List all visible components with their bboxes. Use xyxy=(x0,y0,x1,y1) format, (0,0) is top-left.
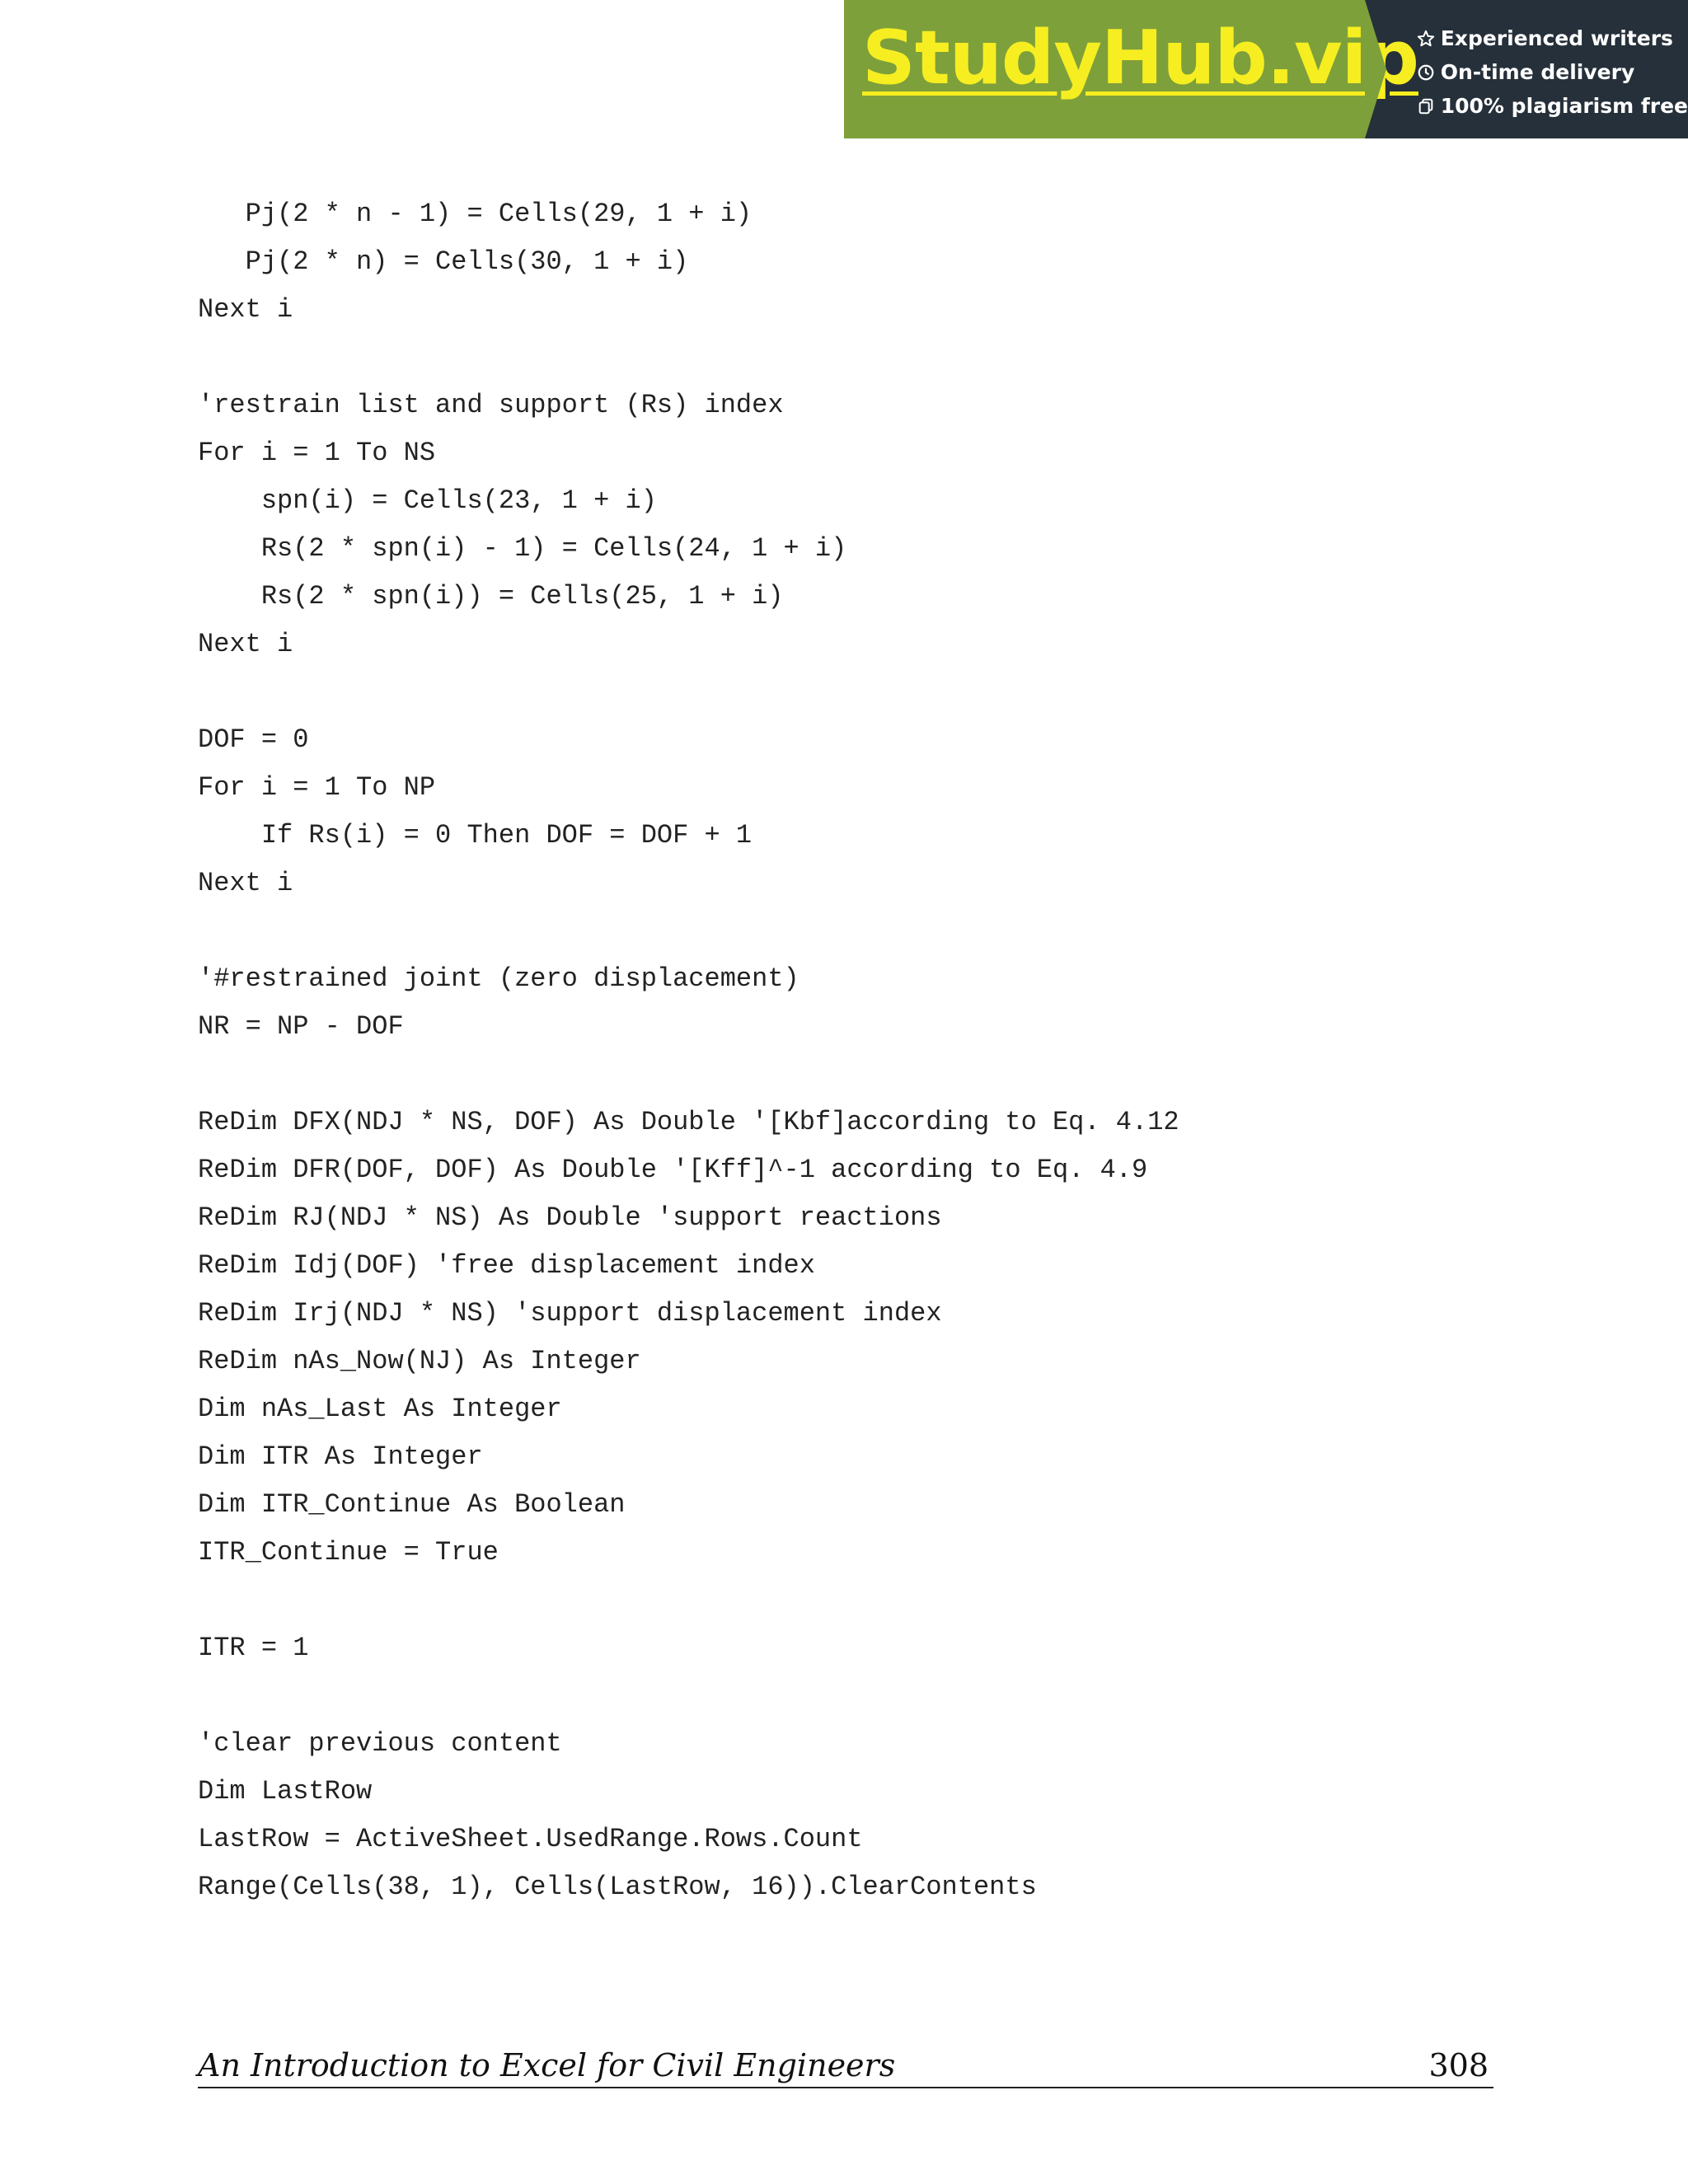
code-line: '#restrained joint (zero displacement) xyxy=(198,963,799,994)
code-line: Pj(2 * n) = Cells(30, 1 + i) xyxy=(198,246,689,277)
feature-label: On-time delivery xyxy=(1440,60,1635,84)
code-line: ITR_Continue = True xyxy=(198,1537,499,1568)
code-line: ReDim DFX(NDJ * NS, DOF) As Double '[Kbf]according to Eq. 4.12 xyxy=(198,1107,1179,1137)
feature-item-plagiarism xyxy=(1414,89,1688,123)
code-line: spn(i) = Cells(23, 1 + i) xyxy=(198,485,657,516)
code-line: Range(Cells(38, 1), Cells(LastRow, 16)).ClearContents xyxy=(198,1872,1037,1902)
feature-label: Experienced writers xyxy=(1440,26,1673,50)
code-line: ITR = 1 xyxy=(198,1633,309,1663)
code-line: ReDim nAs_Now(NJ) As Integer xyxy=(198,1346,641,1376)
code-line: 'clear previous content xyxy=(198,1728,562,1759)
feature-item-delivery xyxy=(1414,55,1688,89)
code-line xyxy=(198,340,1179,387)
code-line: Rs(2 * spn(i)) = Cells(25, 1 + i) xyxy=(198,581,784,612)
code-line: Dim nAs_Last As Integer xyxy=(198,1394,562,1424)
page-number: 308 xyxy=(1428,2047,1489,2083)
code-line: For i = 1 To NP xyxy=(198,772,436,803)
studyhub-banner[interactable] xyxy=(844,0,1688,138)
code-line: If Rs(i) = 0 Then DOF = DOF + 1 xyxy=(198,820,753,851)
code-line: Dim ITR As Integer xyxy=(198,1441,483,1472)
code-line: Next i xyxy=(198,629,293,659)
code-line: DOF = 0 xyxy=(198,724,309,755)
code-line: ReDim Idj(DOF) 'free displacement index xyxy=(198,1250,815,1281)
code-line: Next i xyxy=(198,294,293,325)
code-line: Rs(2 * spn(i) - 1) = Cells(24, 1 + i) xyxy=(198,533,847,564)
code-line: LastRow = ActiveSheet.UsedRange.Rows.Count xyxy=(198,1824,863,1854)
code-line xyxy=(198,1582,1179,1630)
vba-code-block xyxy=(198,196,1179,1917)
code-line: NR = NP - DOF xyxy=(198,1011,404,1042)
book-title: An Introduction to Excel for Civil Engineers xyxy=(198,2047,896,2083)
feature-item-writers xyxy=(1414,21,1688,55)
code-line xyxy=(198,913,1179,961)
code-line: Dim LastRow xyxy=(198,1776,373,1807)
feature-label: 100% plagiarism free xyxy=(1440,94,1688,118)
page-footer xyxy=(198,2044,1493,2088)
code-line: ReDim RJ(NDJ * NS) As Double 'support reactions xyxy=(198,1202,942,1233)
brand-logo[interactable]: StudyHub.vip xyxy=(862,15,1418,101)
code-line: ReDim DFR(DOF, DOF) As Double '[Kff]^-1 according to Eq. 4.9 xyxy=(198,1155,1148,1185)
code-line: 'restrain list and support (Rs) index xyxy=(198,390,784,420)
code-line xyxy=(198,1678,1179,1726)
code-line xyxy=(198,674,1179,722)
code-line: Dim ITR_Continue As Boolean xyxy=(198,1489,626,1520)
code-line: For i = 1 To NS xyxy=(198,438,436,468)
code-line: Pj(2 * n - 1) = Cells(29, 1 + i) xyxy=(198,199,753,229)
code-line xyxy=(198,1057,1179,1104)
brand-panel xyxy=(844,0,1418,138)
code-line: Next i xyxy=(198,868,293,898)
code-line: ReDim Irj(NDJ * NS) 'support displacement index xyxy=(198,1298,942,1329)
